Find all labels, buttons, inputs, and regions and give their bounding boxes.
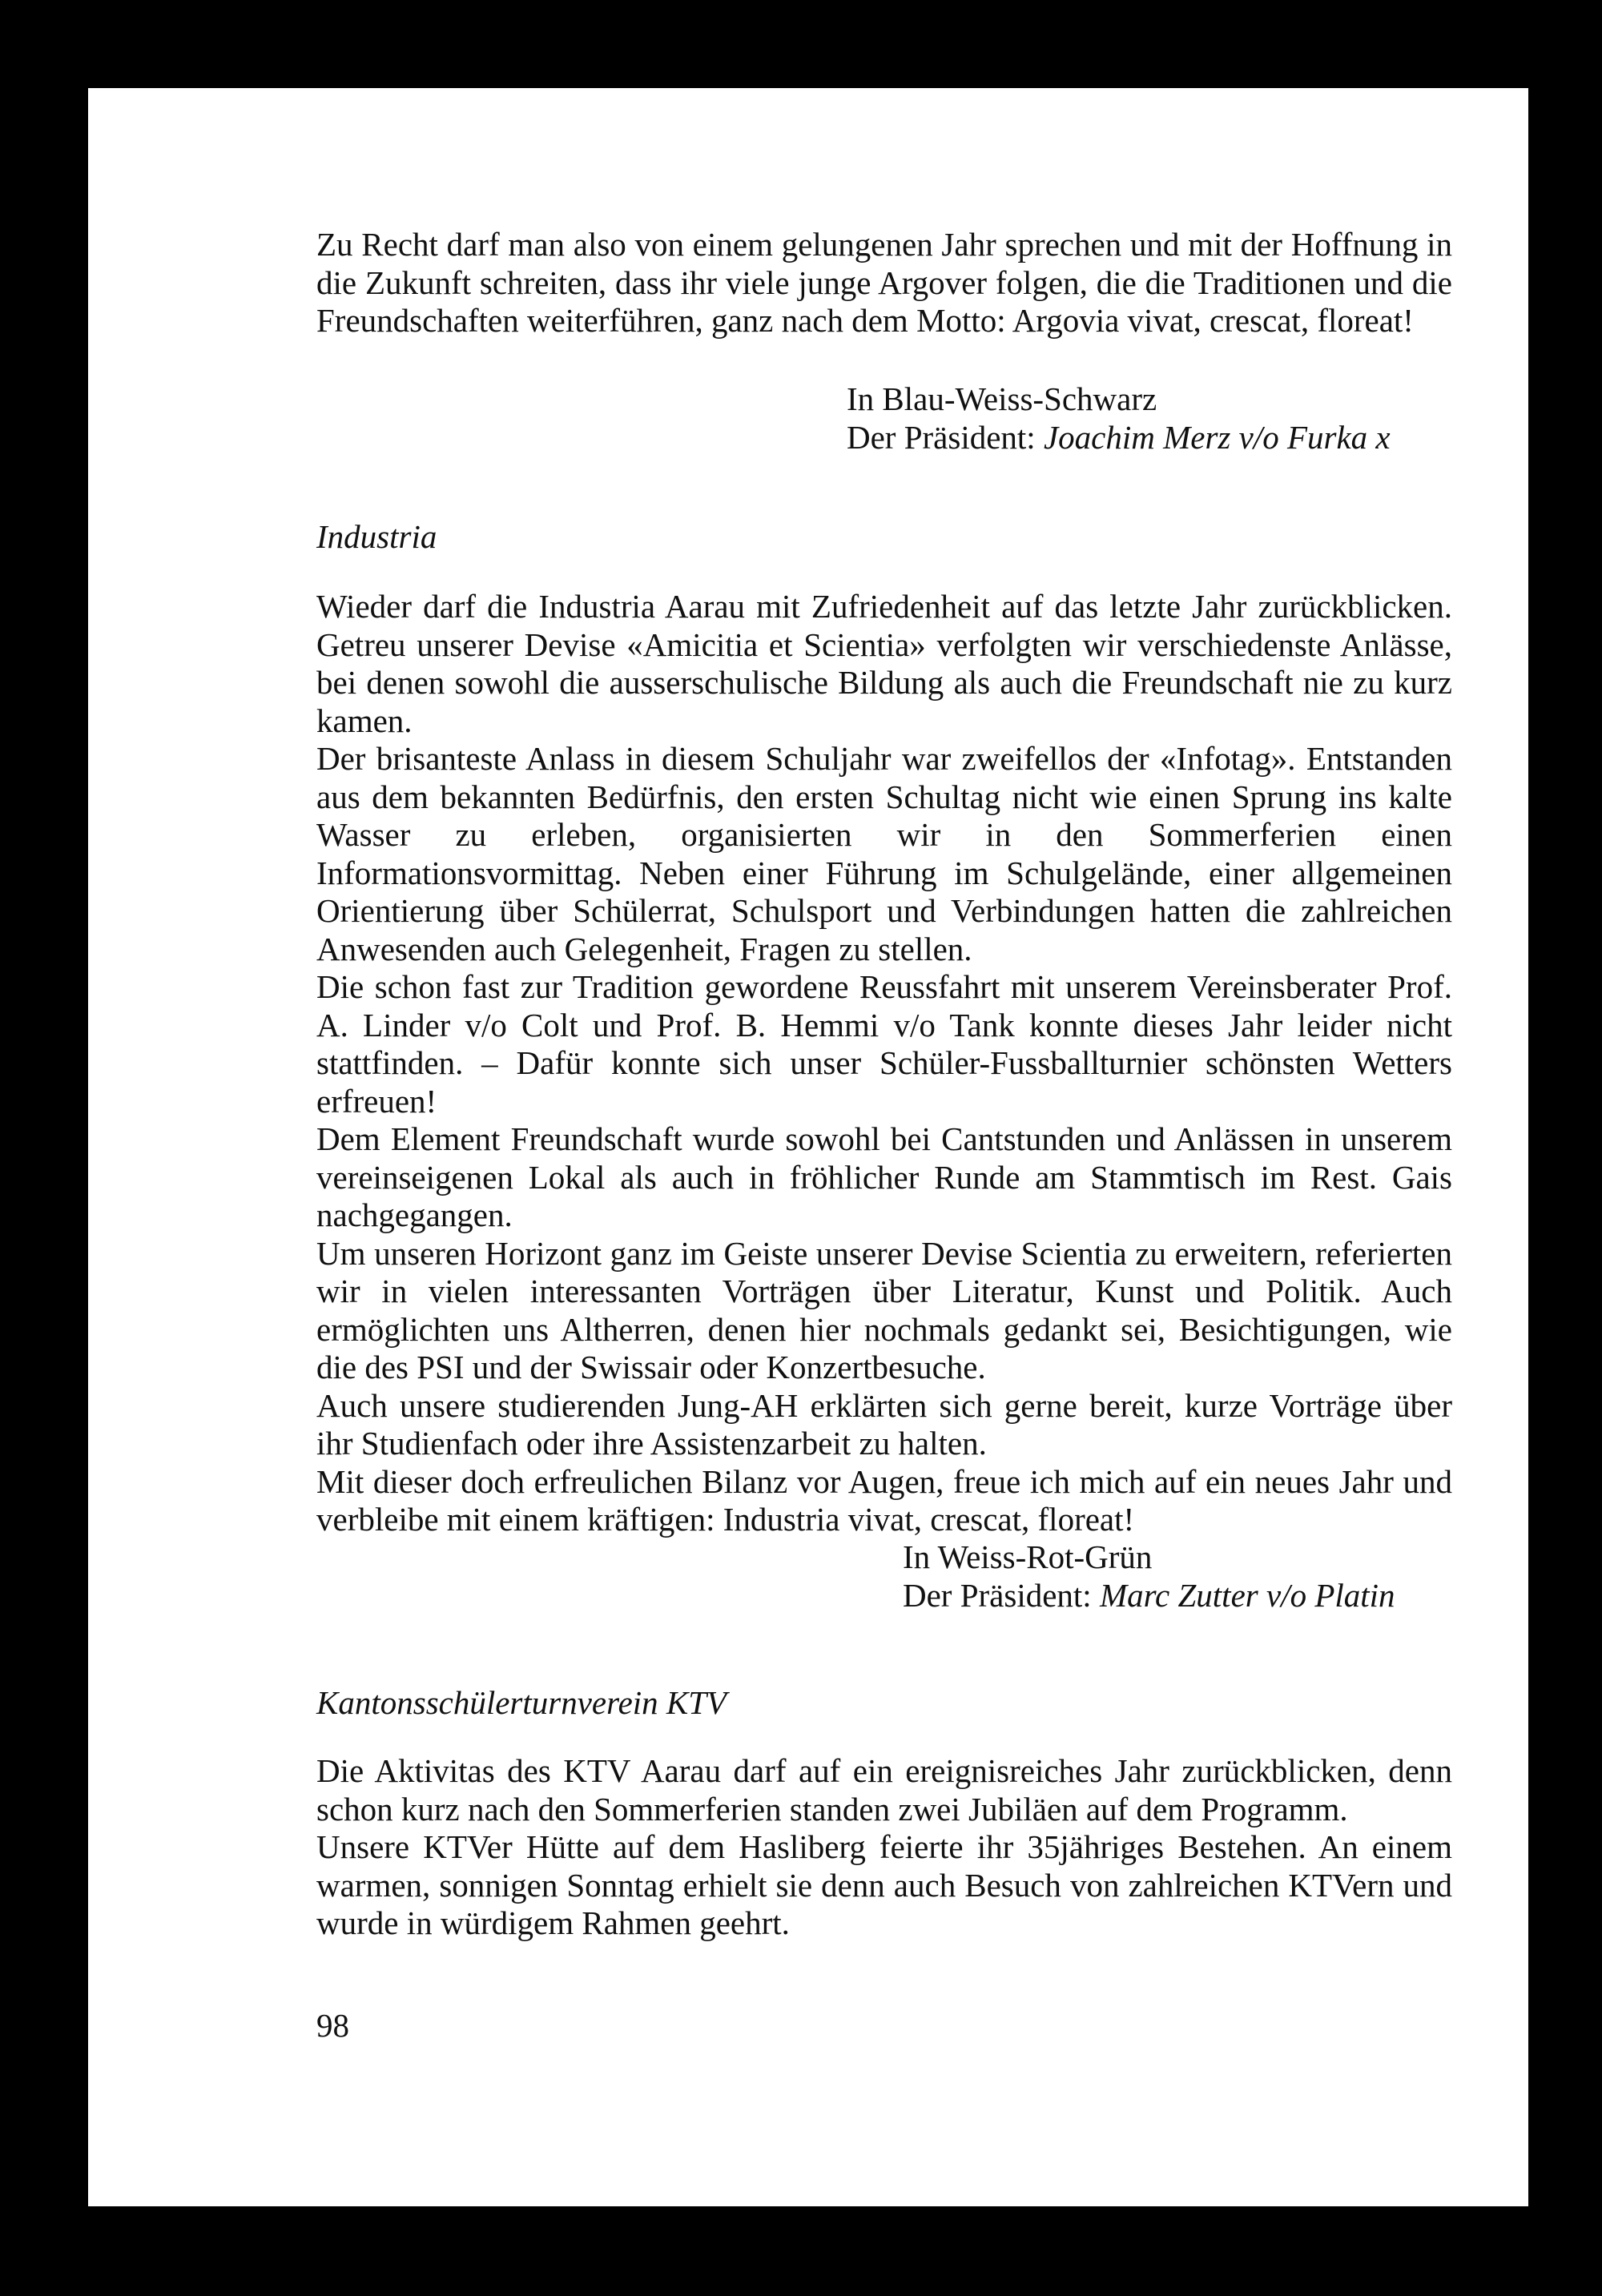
industria-signature-name: Marc Zutter v/o Platin xyxy=(1099,1577,1395,1614)
ktv-text xyxy=(316,1752,1452,1943)
argovia-signature-name: Joachim Merz v/o Furka x xyxy=(1043,419,1391,456)
argovia-text xyxy=(316,226,1452,340)
argovia-signature xyxy=(847,418,1391,456)
industria-paragraph-5: Um unseren Horizont ganz im Geiste unserer Devise Scientia zu erweitern, referierten wir in vielen interessanten Vorträgen über Literatur, Kunst und Politik. Auch ermöglichten uns Altherren, denen hier nochmals gedankt sei, Besichtigungen, wie die des PSI und der Swissair oder Konzertbesuche. xyxy=(316,1234,1452,1385)
industria-heading: Industria xyxy=(316,518,437,555)
industria-paragraph-1: Wieder darf die Industria Aarau mit Zufriedenheit auf das letzte Jahr zurückblicken. Getreu unserer Devise «Amicitia et Scientia» verfolgten wir verschiedenste Anlässe, bei denen sowohl die ausserschulische Bildung als auch die Freundschaft nie zu kurz kamen. xyxy=(316,588,1452,739)
industria-paragraph-6: Auch unsere studierenden Jung-AH erklärten sich gerne bereit, kurze Vorträge über ihr Studienfach oder ihre Assistenzarbeit zu halten. xyxy=(316,1386,1452,1462)
industria-closing: In Weiss-Rot-Grün xyxy=(903,1538,1153,1575)
ktv-heading: Kantonsschülerturnverein KTV xyxy=(316,1684,727,1721)
ktv-paragraph-1: Die Aktivitas des KTV Aarau darf auf ein ereignisreiches Jahr zurückblicken, denn schon kurz nach den Sommerferien standen zwei Jubiläen auf dem Programm. xyxy=(316,1752,1452,1828)
ktv-paragraph-2: Unsere KTVer Hütte auf dem Hasliberg feierte ihr 35jähriges Bestehen. An einem warmen, sonnigen Sonntag erhielt sie denn auch Besuch von zahlreichen KTVern und wurde in würdigem Rahmen geehrt. xyxy=(316,1828,1452,1941)
argovia-closing: In Blau-Weiss-Schwarz xyxy=(847,380,1157,417)
industria-signature xyxy=(903,1576,1395,1614)
argovia-paragraph: Zu Recht darf man also von einem gelungenen Jahr sprechen und mit der Hoffnung in die Zukunft schreiten, dass ihr viele junge Argover folgen, die die Traditionen und die Freundschaften weiterführen, ganz nach dem Motto: Argovia vivat, crescat, floreat! xyxy=(316,226,1452,339)
industria-paragraph-3: Die schon fast zur Tradition gewordene Reussfahrt mit unserem Vereinsberater Prof. A. Linder v/o Colt und Prof. B. Hemmi v/o Tank konnte dieses Jahr leider nicht stattfinden. – Dafür konnte sich unser Schüler-Fussballturnier schönsten Wetters erfreuen! xyxy=(316,968,1452,1120)
industria-text xyxy=(316,588,1452,1539)
industria-paragraph-7: Mit dieser doch erfreulichen Bilanz vor Augen, freue ich mich auf ein neues Jahr und verbleibe mit einem kräftigen: Industria vivat, crescat, floreat! xyxy=(316,1462,1452,1538)
industria-paragraph-2: Der brisanteste Anlass in diesem Schuljahr war zweifellos der «Infotag». Entstanden aus dem bekannten Bedürfnis, den ersten Schultag nicht wie einen Sprung ins kalte Wasser zu erleben, organisierten wir in den Sommerferien einen Informationsvormittag. Neben einer Führung im Schulgelände, einer allgemeinen Orientierung über Schülerrat, Schulsport und Verbindungen hatten die zahlreichen Anwesenden auch Gelegenheit, Fragen zu stellen. xyxy=(316,740,1452,967)
industria-paragraph-4: Dem Element Freundschaft wurde sowohl bei Cantstunden und Anlässen in unserem vereinseigenen Lokal als auch in fröhlicher Runde am Stammtisch im Rest. Gais nachgegangen. xyxy=(316,1120,1452,1233)
page-number: 98 xyxy=(316,2007,349,2044)
industria-signature-prefix: Der Präsident: xyxy=(903,1577,1100,1614)
argovia-signature-prefix: Der Präsident: xyxy=(847,419,1044,456)
